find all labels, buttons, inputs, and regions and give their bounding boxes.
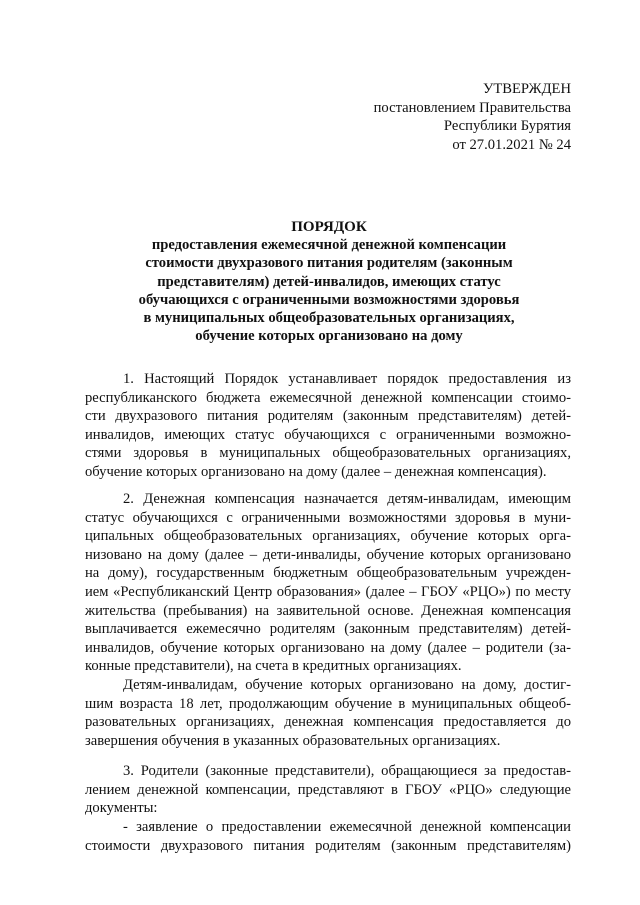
text-line: жительства (пребывания) на заявительной основе. Денежная компенсация — [85, 602, 571, 619]
text-line: шим возраста 18 лет, продолжающим обучение в муниципальных общеоб- — [85, 695, 571, 712]
approval-date-number: от 27.01.2021 № 24 — [452, 136, 571, 153]
document-title-block — [90, 218, 568, 345]
paragraph-2 — [85, 490, 571, 676]
text-line: стоимости двухразового питания родителям (законным представителям) — [85, 837, 571, 854]
document-subtitle-line: обучающихся с ограниченными возможностями здоровья — [138, 291, 520, 308]
text-line: статус обучающихся с ограниченными возможностями здоровья в муни- — [85, 509, 571, 526]
text-line: инвалидов, обучение которых организовано на дому (далее – родители (за- — [85, 639, 571, 656]
text-line: 3. Родители (законные представители), обращающиеся за предостав- — [123, 763, 571, 779]
approval-republic: Республики Бурятия — [443, 118, 571, 135]
document-subtitle-line: стоимости двухразового питания родителям (законным — [145, 255, 513, 272]
text-line: - заявление о предоставлении ежемесячной денежной компенсации — [123, 819, 571, 835]
document-subtitle-line: обучение которых организовано на дому — [195, 328, 463, 345]
text-line: лением денежной компенсации, представляют в ГБОУ «РЦО» следующие — [85, 781, 571, 798]
approval-resolution: постановлением Правительства — [373, 99, 571, 116]
text-line: 2. Денежная компенсация назначается детям-инвалидам, имеющим — [123, 491, 571, 507]
text-line: обучение которых организовано на дому (далее – денежная компенсация). — [85, 463, 547, 480]
text-line: Детям-инвалидам, обучение которых организовано на дому, достиг- — [123, 677, 571, 693]
approval-heading: УТВЕРЖДЕН — [483, 81, 571, 97]
text-line: документы: — [85, 800, 158, 817]
paragraph-2-continuation — [85, 676, 571, 750]
text-line: завершения обучения в указанных образовательных организациях. — [85, 732, 501, 749]
approval-stamp — [374, 80, 571, 154]
text-line: 1. Настоящий Порядок устанавливает порядок предоставления из — [123, 371, 571, 387]
text-line: инвалидов, имеющих статус обучающихся с ограниченными возможно- — [85, 426, 571, 443]
document-subtitle-line: в муниципальных общеобразовательных организациях, — [143, 310, 515, 327]
paragraph-1 — [85, 370, 571, 482]
text-line: сти двухразового питания родителям (законным представителям) детей- — [85, 408, 571, 425]
text-line: разовательных организациях, денежная компенсация предоставляется до — [85, 714, 571, 731]
text-line: стями здоровья в муниципальных общеобразовательных организациях, — [85, 445, 571, 462]
text-line: конные представители), на счета в кредитных организациях. — [85, 658, 462, 675]
text-line: выплачивается ежемесячно родителям (законным представителям) детей- — [85, 621, 571, 638]
document-subtitle-line: представителям) детей-инвалидов, имеющих статус — [157, 273, 501, 290]
text-line: ципальных общеобразовательных организациях, обучение которых орга- — [85, 528, 571, 545]
text-line: ием «Республиканский Центр образования» (далее – ГБОУ «РЦО») по месту — [85, 583, 571, 600]
document-list-item — [85, 818, 571, 855]
document-subtitle-line: предоставления ежемесячной денежной компенсации — [151, 237, 507, 254]
text-line: республиканского бюджета ежемесячной денежной компенсации стоимо- — [85, 389, 571, 406]
paragraph-3 — [85, 762, 571, 818]
text-line: на дому), государственным бюджетным общеобразовательным учрежден- — [85, 565, 571, 582]
document-title: ПОРЯДОК — [291, 219, 367, 235]
text-line: низовано на дому (далее – дети-инвалиды, обучение которых организовано — [85, 546, 571, 563]
